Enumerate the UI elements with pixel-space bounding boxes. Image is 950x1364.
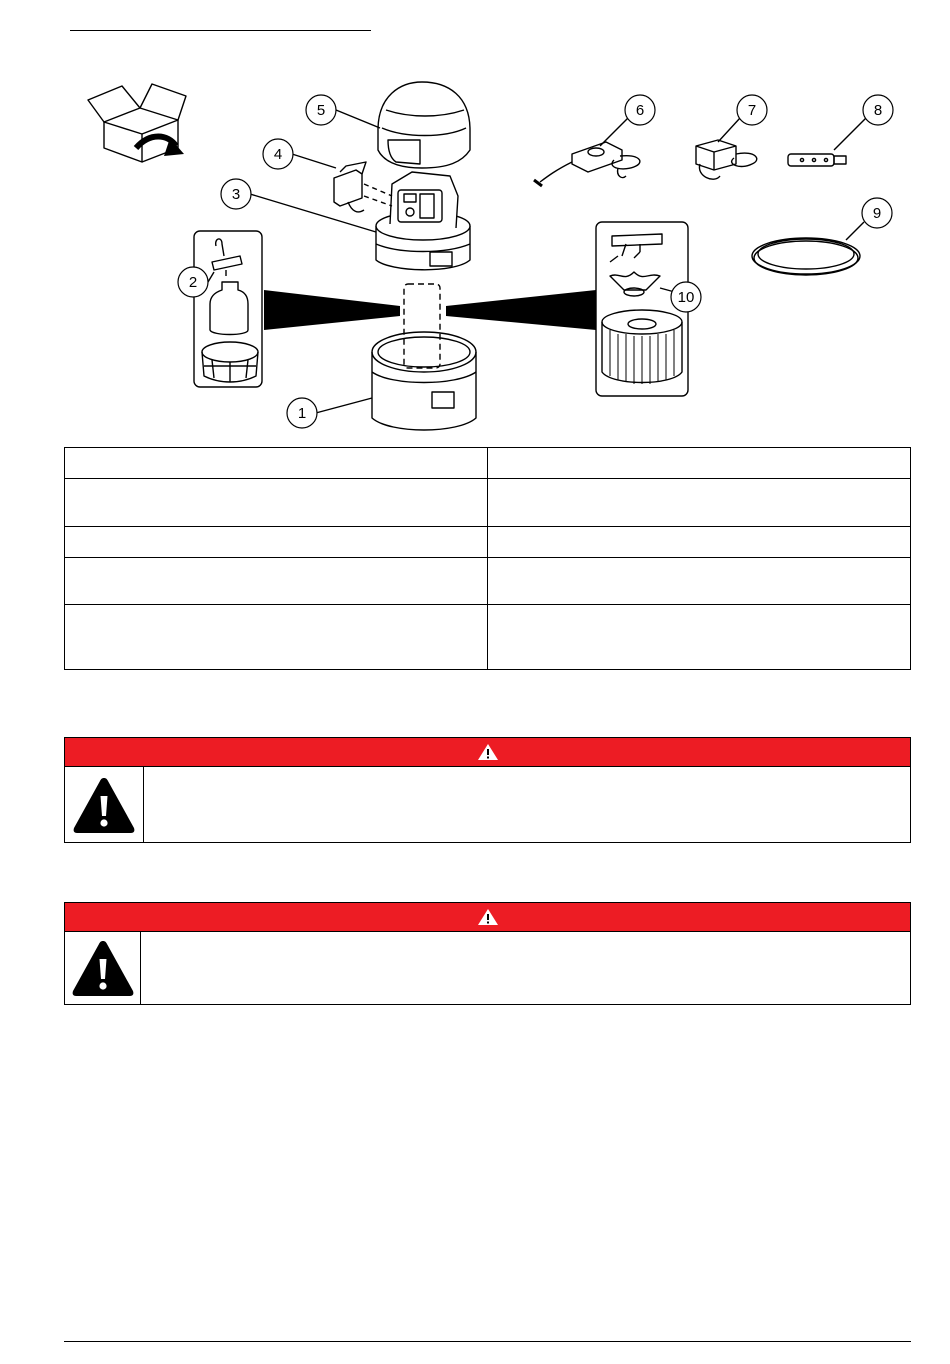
warning-triangle-icon (70, 937, 136, 999)
multi-bottle-panel (596, 222, 688, 396)
tubing-coil (752, 238, 860, 275)
warning-text-1 (144, 767, 910, 842)
table-row (65, 558, 911, 605)
warning-header-2 (65, 903, 910, 932)
bottle-placeholder (404, 284, 440, 368)
warning-icon-cell-1 (65, 767, 144, 842)
table-cell (65, 479, 488, 527)
table-cell (65, 558, 488, 605)
table-cell (65, 448, 488, 479)
callout-label-3: 3 (231, 186, 241, 203)
controller-unit (376, 172, 470, 270)
callout-label-5: 5 (316, 102, 326, 119)
single-bottle-panel (194, 231, 262, 387)
parts-table (64, 447, 911, 670)
connector-part (788, 154, 846, 166)
table-row (65, 448, 911, 479)
table-cell (488, 448, 911, 479)
sampler-base (372, 332, 476, 430)
warning-triangle-icon (71, 774, 137, 836)
callout-label-2: 2 (188, 274, 198, 291)
table-row (65, 605, 911, 670)
warning-header-1 (65, 738, 910, 767)
components-illustration (0, 40, 950, 440)
callout-label-8: 8 (873, 102, 883, 119)
power-supply (534, 142, 640, 186)
warning-box-2 (64, 902, 911, 1005)
footer-rule (64, 1341, 911, 1342)
table-cell (488, 558, 911, 605)
table-cell (488, 605, 911, 670)
callout-label-4: 4 (273, 146, 283, 163)
table-cell (65, 527, 488, 558)
table-row (65, 527, 911, 558)
header-rule (70, 30, 371, 31)
callout-label-1: 1 (297, 405, 307, 422)
battery-pack (696, 140, 757, 179)
table-cell (488, 479, 911, 527)
power-module (334, 162, 392, 212)
callout-label-9: 9 (872, 205, 882, 222)
callout-label-7: 7 (747, 102, 757, 119)
callout-label-10: 10 (677, 289, 695, 306)
warning-box-1 (64, 737, 911, 843)
callout-label-6: 6 (635, 102, 645, 119)
sampler-lid (378, 82, 470, 168)
warning-text-2 (141, 932, 910, 1004)
warning-triangle-icon (477, 908, 499, 926)
table-row (65, 479, 911, 527)
unpack-box-icon (88, 84, 186, 162)
components-drawing (0, 40, 950, 440)
table-cell (488, 527, 911, 558)
table-cell (65, 605, 488, 670)
warning-icon-cell-2 (65, 932, 141, 1004)
warning-triangle-icon (477, 743, 499, 761)
